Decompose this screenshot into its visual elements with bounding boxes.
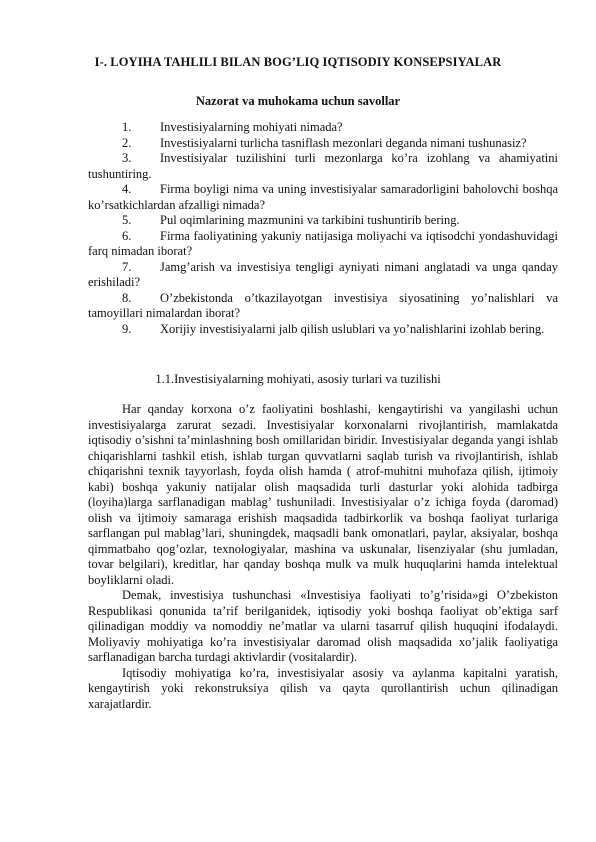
- paragraph: Demak, investisiya tushunchasi «Investisiya faoliyati to’g’risida»gi O’zbekiston Respublikasi qonunida ta’rif berilganidek, iqtisodiy yoki boshqa faoliyat ob’ektiga sarf qilinadigan moddiy va nomoddiy ne’matlar va ularni tasarruf qilish huquqini ifodalaydi. Moliyaviy mohiyatiga ko’ra investisiyalar daromad olish maqsadida xo’jalik faoliyatiga sarflanadigan barcha turdagi aktivlardir (vositalardir).: [88, 588, 558, 664]
- question-item: 8. O’zbekistonda o’tkazilayotgan investisiya siyosatining yo’nalishlari va tamoyillari nimalardan iborat?: [88, 290, 558, 320]
- paragraph: Iqtisodiy mohiyatiga ko’ra, investisiyalar asosiy va aylanma kapitalni yaratish, kengaytirish yoki rekonstruksiya qilish va qayta qurollantirish uchun qilinadigan xarajatlardir.: [88, 665, 558, 711]
- question-item: 5. Pul oqimlarining mazmunini va tarkibini tushuntirib bering.: [122, 213, 460, 227]
- paragraph: Har qanday korxona o’z faoliyatini boshlashi, kengaytirishi va yangilashi uchun investisiyalarga zarurat sezadi. Investisiyalar korxonalarni rivojlantirish, mamlakatda iqtisodiy o’sishni ta’minlashning bosh omillaridan biridir. Investisiyalar deganda yangi ishlab chiqarishlarni tashkil etish, ishlab turgan quvvatlarni saqlab turish va rivojlantirish, ishlab chiqarishni texnik tayyorlash, foyda olish hamda ( atrof-muhitni muhofaza qilish, ijtimoiy kabi) boshqa yakuniy natijalar olish maqsadida turli dasturlar yoki alohida tadbirga (loyiha)larga sarflanadigan mablag’ tushuniladi. Investisiyalar o’z ichiga foyda (daromad) olish va ijtimoiy samaraga erishish maqsadida tadbirkorlik va boshqa faoliyat turlariga sarflangan pul mablag’lari, shuningdek, maqsadli bank omonatlari, paylar, aksiyalar, boshqa qimmatbaho qog’ozlar, texnologiyalar, mashina va uskunalar, lisenziyalar (shu jumladan, tovar belgilari), kreditlar, har qanday boshqa mulk va mulk huquqlarini hamda intelektual boyliklarni oladi.: [88, 402, 558, 587]
- body-text: [88, 402, 558, 712]
- questions-subheading: Nazorat va muhokama uchun savollar: [195, 94, 401, 108]
- question-item: 2. Investisiyalarni turlicha tasniflash mezonlari deganda nimani tushunasiz?: [122, 135, 527, 150]
- questions-list: [88, 120, 558, 337]
- question-item: 7. Jamg’arish va investisiya tengligi ayniyati nimani anglatadi va unga qanday erishiladi?: [88, 259, 558, 289]
- question-item: 1. Investisiyalarning mohiyati nimada?: [122, 120, 343, 134]
- question-item: 4. Firma boyligi nima va uning investisiyalar samaradorligini baholovchi boshqa ko’rsatkichlardan afzalligi nimada?: [88, 182, 558, 212]
- section-title: 1.1.Investisiyalarning mohiyati, asosiy turlari va tuzilishi: [155, 372, 441, 386]
- question-item: 3. Investisiyalar tuzilishini turli mezonlarga ko’ra izohlang va ahamiyatini tushuntiring.: [88, 151, 558, 181]
- question-item: 6. Firma faoliyatining yakuniy natijasiga moliyachi va iqtisodchi yondashuvidagi farq nimadan iborat?: [88, 228, 558, 258]
- question-item: 9. Xorijiy investisiyalarni jalb qilish uslublari va yo’nalishlarini izohlab bering.: [122, 321, 545, 336]
- chapter-heading: I-. LOYIHA TAHLILI BILAN BOG’LIQ IQTISODIY KONSEPSIYALAR: [94, 55, 502, 69]
